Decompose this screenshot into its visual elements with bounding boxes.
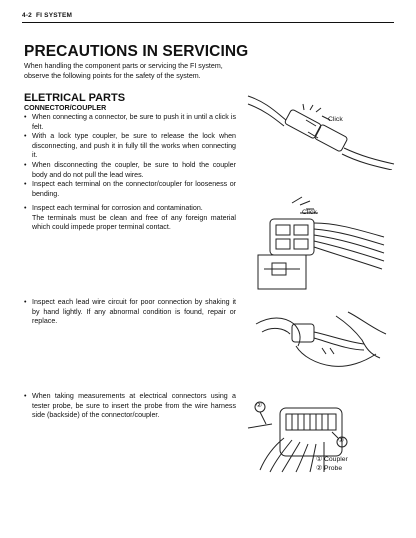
list-item: • Inspect each terminal on the connector/coupler for looseness or bending. xyxy=(24,180,236,199)
legend-coupler: ① Coupler xyxy=(316,456,348,463)
probe-measurement-illustration xyxy=(244,394,374,474)
click-label-2: Click xyxy=(302,209,317,216)
bullet-list-3 xyxy=(24,298,236,327)
coupler-terminal-illustration xyxy=(256,193,386,293)
bullet-list-1 xyxy=(24,113,236,199)
section-name: FI SYSTEM xyxy=(36,12,73,19)
wire-shake-illustration xyxy=(252,302,392,374)
subsection-heading: CONNECTOR/COUPLER xyxy=(24,104,107,112)
page-title: PRECAUTIONS IN SERVICING xyxy=(24,43,249,60)
callout-coupler: ① xyxy=(338,437,345,444)
bullet-list-2 xyxy=(24,204,236,233)
callout-probe: ② xyxy=(256,402,263,409)
header-rule xyxy=(22,22,394,23)
page-header xyxy=(22,12,72,19)
list-item: • Inspect each lead wire circuit for poor connection by shaking it by hand lightly. If any abnormal condition is found, repair or replace. xyxy=(24,298,236,327)
page-number: 4-2 xyxy=(22,12,32,19)
list-item: • When taking measurements at electrical connectors using a tester probe, be sure to insert the probe from the wire harness side (backside) of the connector/coupler. xyxy=(24,392,236,421)
list-item: • When disconnecting the coupler, be sure to hold the coupler body and do not pull the lead wires. xyxy=(24,161,236,180)
list-item xyxy=(24,204,236,233)
section-heading: ELETRICAL PARTS xyxy=(24,92,126,104)
list-item-text: Inspect each terminal for corrosion and contamination. xyxy=(32,204,203,212)
legend-probe: ② Probe xyxy=(316,465,343,472)
list-item-note: The terminals must be clean and free of any foreign material which could impede proper terminal contact. xyxy=(32,213,236,232)
bullet-list-4 xyxy=(24,392,236,421)
list-item: • With a lock type coupler, be sure to release the lock when disconnecting, and push it in fully till the works when connecting it. xyxy=(24,132,236,161)
connector-click-illustration xyxy=(246,90,396,170)
intro-paragraph: When handling the component parts or servicing the FI system, observe the following points for the safety of the system. xyxy=(24,62,223,80)
click-label-1: Click xyxy=(328,116,343,123)
list-item: • When connecting a connector, be sure to push it in until a click is felt. xyxy=(24,113,236,132)
